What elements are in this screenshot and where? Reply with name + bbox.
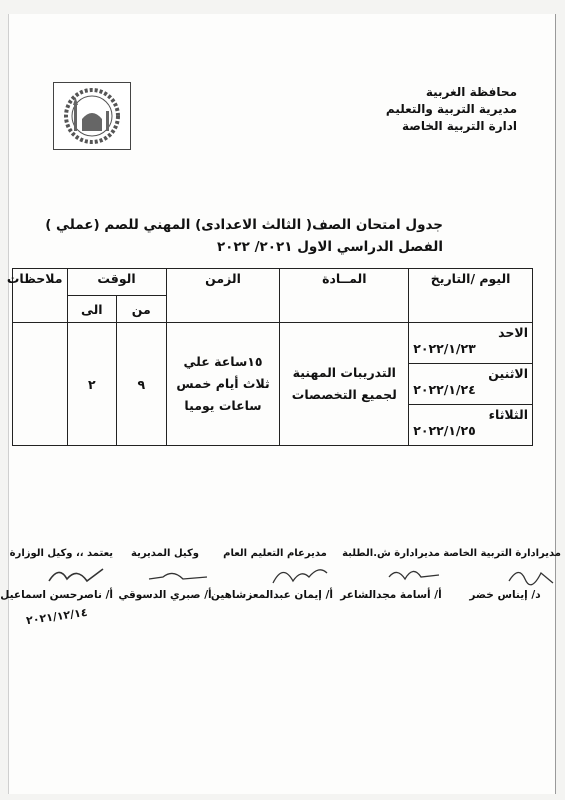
day-date-cell-3: [409, 405, 533, 446]
signature-general-education-director: مديرعام التعليم العام أ/ إيمان عبدالمعزشاهين: [210, 548, 333, 601]
exam-schedule-table: [6, 268, 533, 446]
time-from-cell: ٩: [117, 323, 167, 446]
title-line-1: جدول امتحان الصف( الثالث الاعدادى) المهني للصم (عملي ): [45, 217, 443, 233]
exam-date: ٢٠٢٢/١/٢٣: [413, 341, 476, 356]
governorate-name: محافظة الغربية: [425, 85, 517, 99]
directorate-name: مديرية التربية والتعليم: [385, 102, 517, 116]
signature-deputy-directorate: وكيل المديرية أ/ صبري الدسوقي: [118, 548, 212, 601]
header-time-from: من: [117, 296, 167, 323]
header-subject: المــادة: [280, 269, 409, 323]
issuing-authority: [386, 84, 517, 135]
approval-date: ٢٠٢١/١٢/١٤: [25, 605, 89, 628]
header-time: الوقت: [67, 269, 166, 296]
header-time-to: الى: [67, 296, 117, 323]
signature-special-education-director: مديرادارة التربية الخاصة د/ إيناس خضر: [443, 548, 561, 601]
day-name: الاحد: [498, 325, 528, 340]
day-date-cell-2: [409, 364, 533, 405]
handwritten-signature-icon: [263, 559, 333, 589]
mosque-gear-emblem-icon: [53, 82, 131, 150]
subject-cell: التدريبات المهنية لجميع التخصصات: [280, 323, 409, 446]
header-notes: ملاحظات: [13, 269, 68, 323]
document-title: [39, 214, 443, 258]
duration-cell: ١٥ساعة علي ثلاث أيام خمس ساعات يوميا: [166, 323, 280, 446]
department-name: ادارة التربية الخاصة: [401, 119, 517, 133]
handwritten-signature-icon: [43, 559, 113, 589]
day-name: الثلاثاء: [488, 407, 528, 422]
handwritten-signature-icon: [143, 559, 213, 589]
day-date-cell-1: [409, 323, 533, 364]
exam-date: ٢٠٢٢/١/٢٥: [413, 423, 476, 438]
handwritten-signature-icon: [501, 559, 561, 589]
signature-ministry-undersecretary: يعتمد ،، وكيل الوزارة أ/ ناصرحسن اسماعيل: [0, 548, 113, 601]
exam-date: ٢٠٢٢/١/٢٤: [413, 382, 476, 397]
header-duration: الزمن: [166, 269, 280, 323]
day-name: الاثنين: [488, 366, 528, 381]
signature-student-affairs-director: مديرادارة ش.الطلبة أ/ أسامة مجدالشاعر: [340, 548, 442, 601]
title-line-2: الفصل الدراسي الاول ٢٠٢١/ ٢٠٢٢: [216, 239, 443, 255]
header-day-date: اليوم /التاريخ: [409, 269, 533, 323]
handwritten-signature-icon: [383, 559, 443, 589]
notes-cell: [13, 323, 68, 446]
time-to-cell: ٢: [67, 323, 117, 446]
